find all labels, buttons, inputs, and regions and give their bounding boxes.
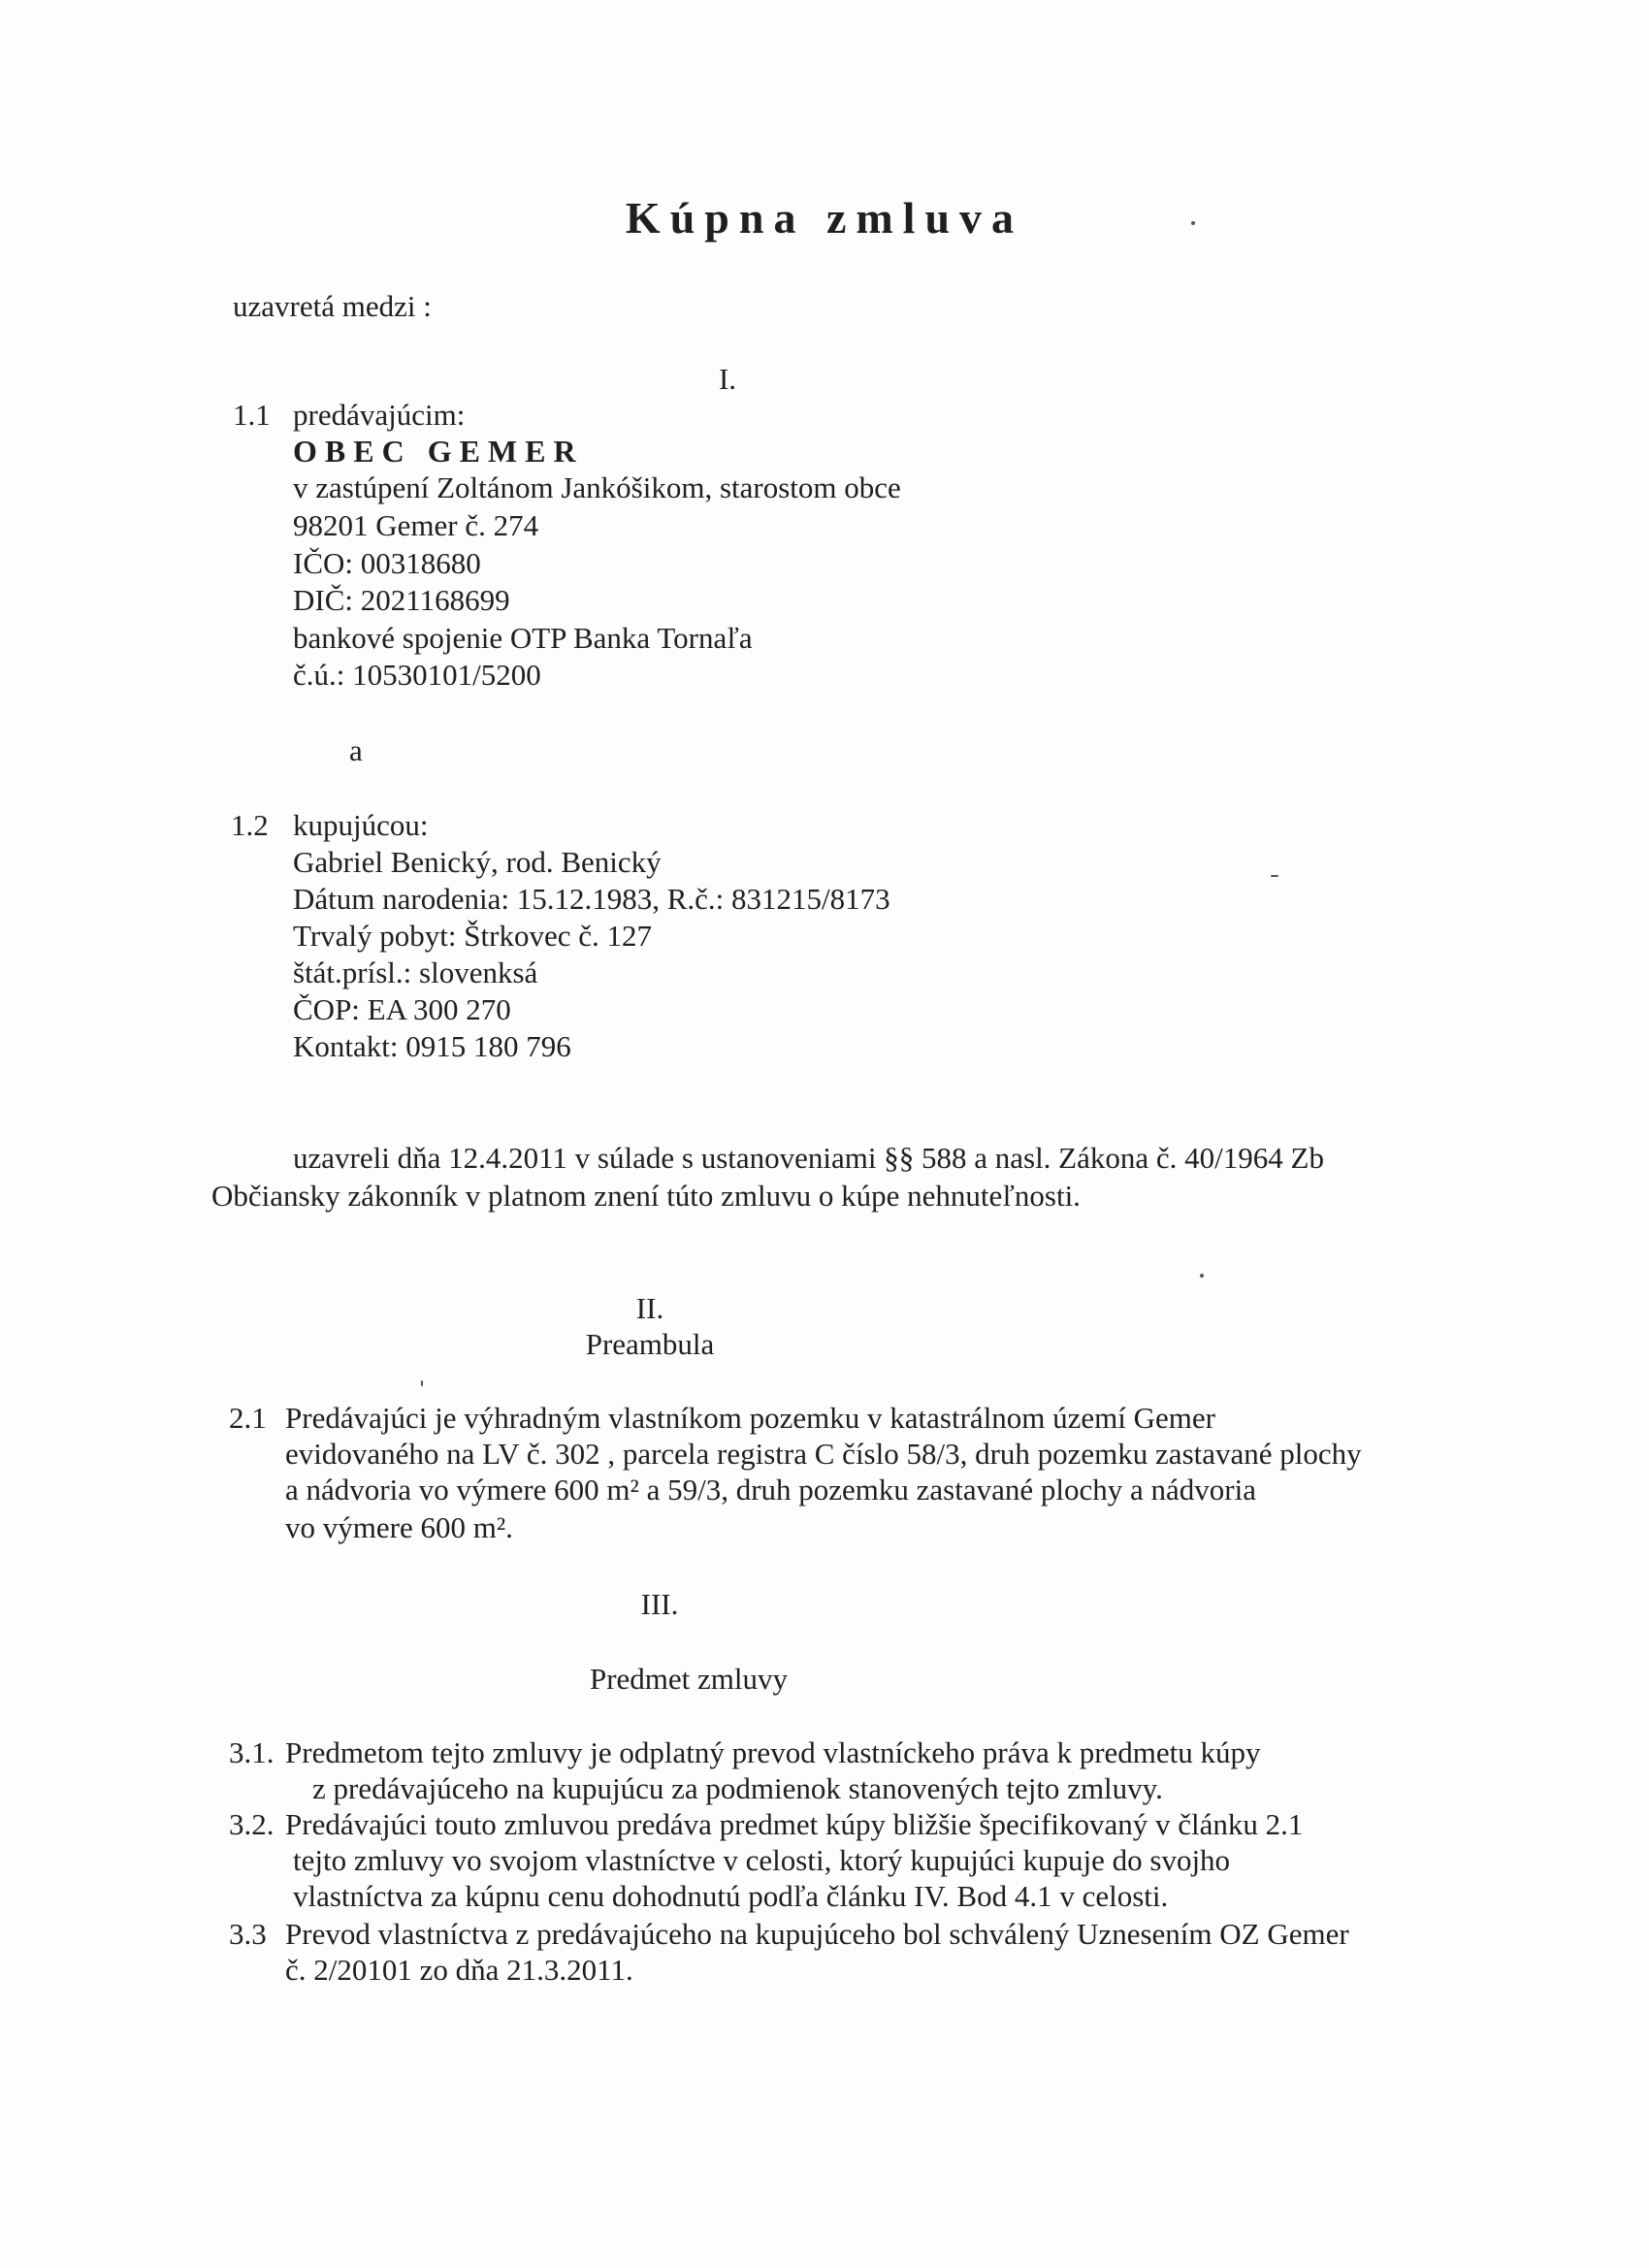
seller-line: IČO: 00318680 — [293, 546, 481, 580]
clause-number: 2.1 — [229, 1401, 267, 1435]
seller-line: DIČ: 2021168699 — [293, 583, 510, 617]
section-2-number: II. — [635, 1291, 664, 1325]
section-3-number: III. — [640, 1587, 679, 1621]
closing-line: Občiansky zákonník v platnom znení túto zmluvu o kúpe nehnuteľnosti. — [211, 1179, 1081, 1213]
section-2-heading: Preambula — [585, 1327, 715, 1361]
intro-text: uzavretá medzi : — [233, 289, 432, 323]
conjunction-and: a — [349, 733, 363, 767]
clause-line: z predávajúceho na kupujúcu za podmienok stanovených tejto zmluvy. — [312, 1771, 1163, 1805]
buyer-label-number: 1.2 — [231, 808, 269, 842]
seller-label-number: 1.1 — [233, 398, 271, 432]
buyer-line: Dátum narodenia: 15.12.1983, R.č.: 831215/8173 — [293, 882, 890, 916]
seller-line: 98201 Gemer č. 274 — [293, 508, 539, 542]
clause-line: vlastníctva za kúpnu cenu dohodnutú podľa článku IV. Bod 4.1 v celosti. — [293, 1879, 1169, 1913]
buyer-line: Trvalý pobyt: Štrkovec č. 127 — [293, 919, 652, 953]
buyer-line: štát.prísl.: slovenksá — [293, 956, 538, 989]
clause-line: Predávajúci je výhradným vlastníkom pozemku v katastrálnom území Gemer — [285, 1401, 1216, 1435]
buyer-label: kupujúcou: — [293, 808, 429, 842]
scan-speck — [1200, 1274, 1204, 1278]
seller-name: OBEC GEMER — [293, 434, 584, 469]
seller-label: predávajúcim: — [293, 398, 466, 432]
buyer-line: Kontakt: 0915 180 796 — [293, 1029, 571, 1063]
section-3-heading: Predmet zmluvy — [589, 1662, 789, 1696]
section-1-number: I. — [718, 362, 737, 396]
document-title: Kúpna zmluva — [625, 193, 1024, 243]
clause-line: vo výmere 600 m². — [285, 1510, 513, 1544]
clause-number: 3.1. — [229, 1735, 275, 1769]
seller-line: bankové spojenie OTP Banka Tornaľa — [293, 621, 753, 655]
scan-speck — [421, 1380, 423, 1386]
scan-speck — [1191, 221, 1195, 225]
seller-line: v zastúpení Zoltánom Jankóšikom, starostom obce — [293, 470, 901, 504]
buyer-line: Gabriel Benický, rod. Benický — [293, 845, 662, 879]
closing-line: uzavreli dňa 12.4.2011 v súlade s ustanoveniami §§ 588 a nasl. Zákona č. 40/1964 Zb — [293, 1141, 1324, 1175]
clause-line: č. 2/20101 zo dňa 21.3.2011. — [285, 1953, 633, 1987]
clause-number: 3.3 — [229, 1917, 267, 1951]
clause-line: Predávajúci touto zmluvou predáva predmet kúpy bližšie špecifikovaný v článku 2.1 — [285, 1807, 1304, 1841]
clause-line: tejto zmluvy vo svojom vlastníctve v celosti, ktorý kupujúci kupuje do svojho — [293, 1843, 1231, 1877]
clause-line: evidovaného na LV č. 302 , parcela registra C číslo 58/3, druh pozemku zastavané plochy — [285, 1437, 1362, 1471]
scan-speck — [1271, 875, 1278, 877]
clause-line: a nádvoria vo výmere 600 m² a 59/3, druh pozemku zastavané plochy a nádvoria — [285, 1473, 1256, 1507]
clause-line: Predmetom tejto zmluvy je odplatný prevod vlastníckeho práva k predmetu kúpy — [285, 1735, 1261, 1769]
clause-number: 3.2. — [229, 1807, 275, 1841]
buyer-line: ČOP: EA 300 270 — [293, 992, 511, 1026]
seller-line: č.ú.: 10530101/5200 — [293, 658, 541, 692]
clause-line: Prevod vlastníctva z predávajúceho na kupujúceho bol schválený Uznesením OZ Gemer — [285, 1917, 1349, 1951]
